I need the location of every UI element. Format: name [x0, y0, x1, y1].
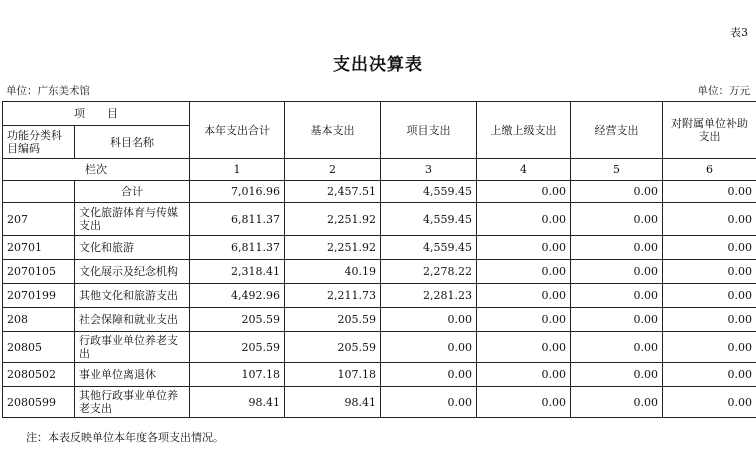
- cell-subsidy: 0.00: [663, 363, 756, 387]
- table-row: [3, 387, 756, 418]
- cell-basic: 205.59: [285, 308, 381, 332]
- header-upper: 上缴上级支出: [477, 102, 571, 159]
- cell-subsidy: 0.00: [663, 308, 756, 332]
- column-index-label: 栏次: [3, 159, 190, 181]
- cell-total: 98.41: [190, 387, 285, 418]
- cell-basic: 98.41: [285, 387, 381, 418]
- page-title: 支出决算表: [333, 55, 423, 75]
- column-index: 6: [663, 159, 756, 181]
- header-basic: 基本支出: [285, 102, 381, 159]
- cell-upper: 0.00: [477, 308, 571, 332]
- cell-name: 文化旅游体育与传媒支出: [75, 203, 190, 236]
- cell-operation: 0.00: [571, 181, 663, 203]
- cell-code: 20805: [3, 332, 75, 363]
- cell-name: 其他文化和旅游支出: [75, 284, 190, 308]
- header-operation: 经营支出: [571, 102, 663, 159]
- expenditure-table: [2, 101, 756, 418]
- cell-project: 4,559.45: [381, 236, 477, 260]
- unit-currency: 单位：万元: [697, 85, 750, 97]
- cell-name: 行政事业单位养老支出: [75, 332, 190, 363]
- cell-operation: 0.00: [571, 284, 663, 308]
- cell-subsidy: 0.00: [663, 260, 756, 284]
- cell-project: 0.00: [381, 363, 477, 387]
- cell-basic: 2,251.92: [285, 203, 381, 236]
- table-row: [3, 308, 756, 332]
- cell-operation: 0.00: [571, 203, 663, 236]
- cell-subsidy: 0.00: [663, 387, 756, 418]
- header-name: 科目名称: [75, 126, 190, 159]
- header-total: 本年支出合计: [190, 102, 285, 159]
- unit-organization: 单位：广东美术馆: [6, 85, 90, 97]
- cell-operation: 0.00: [571, 332, 663, 363]
- table-row: [3, 260, 756, 284]
- cell-subsidy: 0.00: [663, 284, 756, 308]
- cell-operation: 0.00: [571, 260, 663, 284]
- cell-upper: 0.00: [477, 332, 571, 363]
- cell-code: [3, 181, 75, 203]
- cell-project: 0.00: [381, 332, 477, 363]
- cell-basic: 2,251.92: [285, 236, 381, 260]
- cell-project: 0.00: [381, 387, 477, 418]
- cell-code: 2080502: [3, 363, 75, 387]
- column-index: 4: [477, 159, 571, 181]
- cell-total: 107.18: [190, 363, 285, 387]
- cell-upper: 0.00: [477, 260, 571, 284]
- table-row: [3, 332, 756, 363]
- cell-subsidy: 0.00: [663, 332, 756, 363]
- cell-name: 合计: [75, 181, 190, 203]
- cell-operation: 0.00: [571, 387, 663, 418]
- cell-basic: 40.19: [285, 260, 381, 284]
- header-item: 项 目: [3, 102, 190, 126]
- cell-operation: 0.00: [571, 363, 663, 387]
- cell-project: 4,559.45: [381, 181, 477, 203]
- cell-code: 208: [3, 308, 75, 332]
- cell-total: 205.59: [190, 308, 285, 332]
- cell-total: 6,811.37: [190, 236, 285, 260]
- cell-total: 2,318.41: [190, 260, 285, 284]
- cell-code: 207: [3, 203, 75, 236]
- cell-operation: 0.00: [571, 308, 663, 332]
- table-row: [3, 284, 756, 308]
- cell-upper: 0.00: [477, 387, 571, 418]
- cell-upper: 0.00: [477, 203, 571, 236]
- cell-name: 文化展示及纪念机构: [75, 260, 190, 284]
- cell-name: 文化和旅游: [75, 236, 190, 260]
- cell-project: 2,278.22: [381, 260, 477, 284]
- cell-subsidy: 0.00: [663, 181, 756, 203]
- cell-project: 4,559.45: [381, 203, 477, 236]
- column-index: 1: [190, 159, 285, 181]
- cell-total: 7,016.96: [190, 181, 285, 203]
- cell-total: 4,492.96: [190, 284, 285, 308]
- column-index: 3: [381, 159, 477, 181]
- cell-subsidy: 0.00: [663, 236, 756, 260]
- table-row: [3, 236, 756, 260]
- cell-code: 2080599: [3, 387, 75, 418]
- cell-basic: 2,211.73: [285, 284, 381, 308]
- column-index: 2: [285, 159, 381, 181]
- table-number: 表3: [730, 26, 748, 39]
- cell-basic: 2,457.51: [285, 181, 381, 203]
- header-subsidy: 对附属单位补助支出: [663, 102, 756, 159]
- table-note: 注：本表反映单位本年度各项支出情况。: [26, 431, 224, 444]
- cell-name: 事业单位离退休: [75, 363, 190, 387]
- cell-upper: 0.00: [477, 181, 571, 203]
- cell-total: 205.59: [190, 332, 285, 363]
- cell-total: 6,811.37: [190, 203, 285, 236]
- cell-name: 其他行政事业单位养老支出: [75, 387, 190, 418]
- cell-basic: 107.18: [285, 363, 381, 387]
- cell-subsidy: 0.00: [663, 203, 756, 236]
- header-code: 功能分类科目编码: [3, 126, 75, 159]
- cell-upper: 0.00: [477, 284, 571, 308]
- cell-code: 2070105: [3, 260, 75, 284]
- header-project: 项目支出: [381, 102, 477, 159]
- table-row: [3, 363, 756, 387]
- cell-project: 2,281.23: [381, 284, 477, 308]
- column-index: 5: [571, 159, 663, 181]
- cell-code: 2070199: [3, 284, 75, 308]
- cell-upper: 0.00: [477, 363, 571, 387]
- cell-name: 社会保障和就业支出: [75, 308, 190, 332]
- cell-basic: 205.59: [285, 332, 381, 363]
- cell-upper: 0.00: [477, 236, 571, 260]
- cell-code: 20701: [3, 236, 75, 260]
- cell-project: 0.00: [381, 308, 477, 332]
- table-row: [3, 181, 756, 203]
- table-row: [3, 203, 756, 236]
- cell-operation: 0.00: [571, 236, 663, 260]
